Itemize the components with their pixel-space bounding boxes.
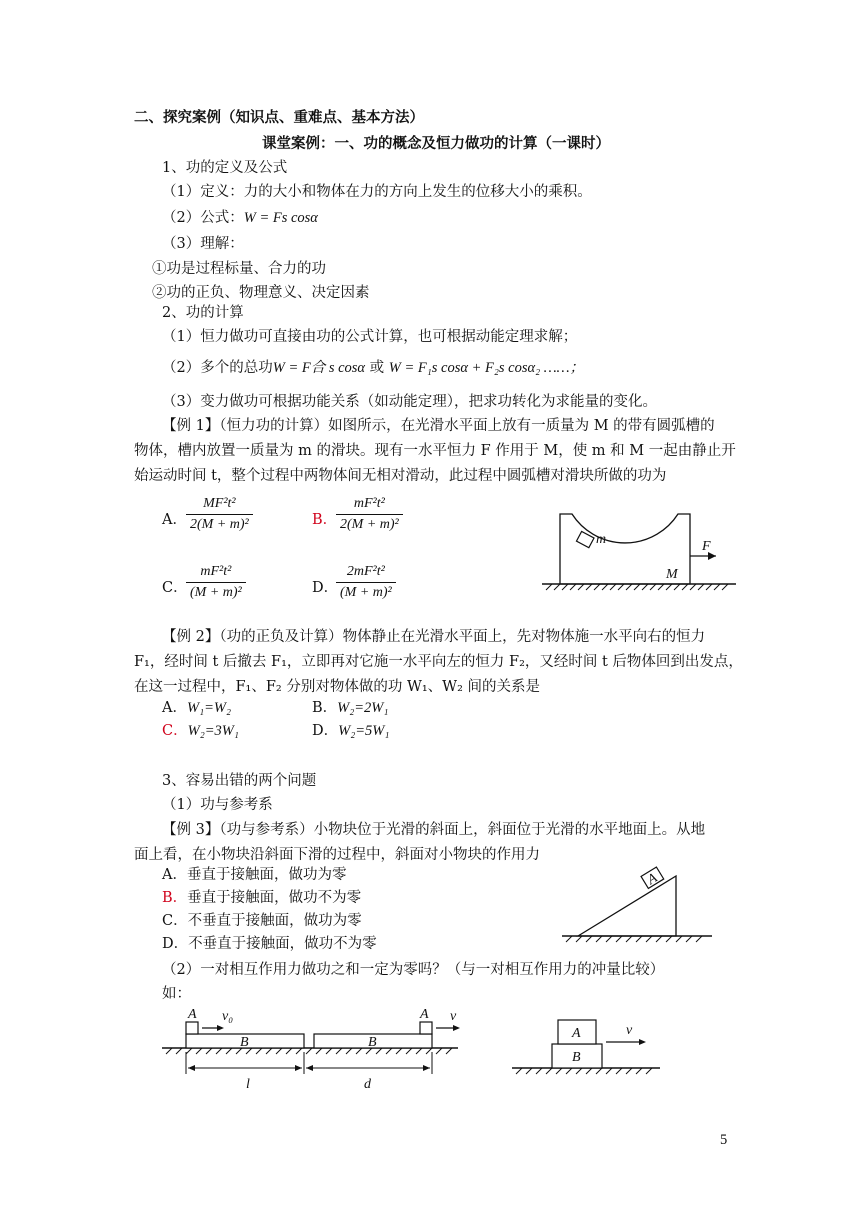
ex1-option-a-num: MF²t² [203,496,236,511]
ex2-option-d-label: D． [312,723,339,739]
fig3-label-A: A [644,870,661,889]
ex1-option-d-num: 2mF²t² [346,564,385,579]
s3-example-prefix: 如： [162,986,191,1002]
fig5-label-v: v [626,1023,633,1038]
fig4-label-A2: A [420,1007,429,1022]
ex1-line-2: 物体，槽内放置一质量为 m 的滑块。现有一水平恒力 F 作用于 M，使 m 和 M 一起由静止开 [134,443,736,459]
ex2-line-2: F₁，经时间 t 后撤去 F₁，立即再对它施一水平向左的恒力 F₂，又经时间 t 后物体回到出发点， [134,654,743,670]
s2-point-2 [162,358,584,378]
ex2-line-1: 【例 2】（功的正负及计算）物体静止在光滑水平面上，先对物体施一水平向右的恒力 [162,629,706,645]
ex2-option-b-text: W₂=2W₁ [337,700,389,716]
s1-definition: （1）定义：力的大小和物体在力的方向上发生的位移大小的乘积。 [162,184,592,200]
ex3-option-a-text: 垂直于接触面，做功为零 [186,867,347,883]
s1-formula: W = Fs cosα [243,210,318,226]
ex1-option-a-label: A． [162,512,187,528]
ex1-option-c-num: mF²t² [200,564,232,579]
page-number: 5 [720,1132,728,1148]
fig4-label-B2: B [368,1035,377,1050]
fig1-groove-diagram [540,510,740,600]
ex3-option-d-text: 不垂直于接触面，做功不为零 [188,936,377,952]
s3-point-2: （2）一对相互作用力做功之和一定为零吗？（与一对相互作用力的冲量比较） [162,962,665,978]
s1-understand-2: ②功的正负、物理意义、决定因素 [152,285,370,301]
fig4-label-v1: v [450,1009,457,1024]
ex1-option-b-fraction [336,496,403,533]
fig1-label-F: F [702,539,711,554]
s2-total-work-formula-2: W = F₁s cosα + F₂s cosα₂ ……； [388,360,585,376]
ex3-line-1: 【例 3】（功与参考系）小物块位于光滑的斜面上，斜面位于光滑的水平地面上。从地 [162,822,706,838]
fig4-label-d: d [364,1077,371,1092]
ex1-option-d-fraction [336,564,396,601]
ex1-option-a-fraction [186,496,253,533]
s2-total-work-formula-1: W = F合 s cosα [272,360,366,376]
s3-heading: 3、容易出错的两个问题 [162,773,317,789]
ex1-option-b-label: B． [312,512,338,528]
ex1-option-a-den: 2(M + m)² [186,514,253,533]
section-title: 二、探究案例（知识点、重难点、基本方法） [134,109,424,126]
ex3-option-b-label: B． [162,890,188,906]
ex1-option-d-label: D． [312,580,339,596]
ex2-option-d [312,721,389,741]
ex2-option-c-label: C． [162,723,188,739]
ex3-option-a [162,865,346,885]
ex3-option-b [162,888,361,908]
ex1-line-3: 始运动时间 t，整个过程中两物体间无相对滑动，此过程中圆弧槽对滑块所做的功为 [134,468,667,484]
ex3-option-c-text: 不垂直于接触面，做功为零 [187,913,362,929]
ex1-line-1: 【例 1】（恒力功的计算）如图所示，在光滑水平面上放有一质量为 M 的带有圆弧槽的 [162,418,715,434]
ex3-option-b-text: 垂直于接触面，做功不为零 [187,890,362,906]
ex1-option-b-num: mF²t² [353,496,385,511]
fig1-label-M: M [666,567,678,582]
ex2-option-b-label: B． [312,700,338,716]
ex1-option-c-fraction [186,564,246,601]
fig4-label-v0: v₀ [222,1009,234,1024]
ex3-option-c-label: C． [162,913,188,929]
s2-point-3: （3）变力做功可根据功能关系（如动能定理），把求功转化为求能量的变化。 [162,394,657,410]
fig5-stacked-blocks-diagram [510,1014,670,1080]
fig4-label-B1: B [240,1035,249,1050]
ex3-option-c [162,911,362,931]
fig5-label-B: B [572,1050,581,1065]
s2-heading: 2、功的计算 [162,305,244,321]
ex1-option-c-den: (M + m)² [186,582,246,601]
s1-heading: 1、功的定义及公式 [162,160,288,176]
ex3-option-d [162,934,377,954]
fig4-label-A1: A [188,1007,197,1022]
ex2-option-a [162,698,231,718]
s2-point-1: （1）恒力做功可直接由功的公式计算，也可根据动能定理求解； [162,329,578,345]
ex1-option-d-den: (M + m)² [336,582,396,601]
s2-or: 或 [369,360,385,376]
ex1-option-c-label: C． [162,580,188,596]
ex2-option-b [312,698,388,718]
s1-formula-label: （2）公式： [162,210,244,226]
ex3-option-a-label: A． [162,867,187,883]
s1-understand-1: ①功是过程标量、合力的功 [152,261,326,277]
s3-point-1: （1）功与参考系 [162,797,273,813]
s1-formula-line [162,208,318,228]
ex1-option-b-den: 2(M + m)² [336,514,403,533]
ex2-option-c-text: W₂=3W₁ [187,723,239,739]
fig4-label-l: l [246,1077,250,1092]
s1-understand: （3）理解： [162,236,244,252]
ex2-option-d-text: W₂=5W₁ [338,723,390,739]
s2-point-2-text: （2）多个的总功 [162,360,273,376]
lesson-title: 课堂案例：一、功的概念及恒力做功的计算（一课时） [262,135,610,152]
fig1-label-m: m [596,532,607,547]
fig5-label-A: A [572,1026,581,1041]
ex2-line-3: 在这一过程中，F₁、F₂ 分别对物体做的功 W₁、W₂ 间的关系是 [134,679,541,695]
ex2-option-c [162,721,239,741]
ex2-option-a-label: A． [162,700,187,716]
fig3-incline-diagram [560,868,720,944]
ex3-line-2: 面上看，在小物块沿斜面下滑的过程中，斜面对小物块的作用力 [134,847,540,863]
fig4-board-diagram [160,1008,470,1098]
ex3-option-d-label: D． [162,936,189,952]
ex2-option-a-text: W₁=W₂ [186,700,232,716]
